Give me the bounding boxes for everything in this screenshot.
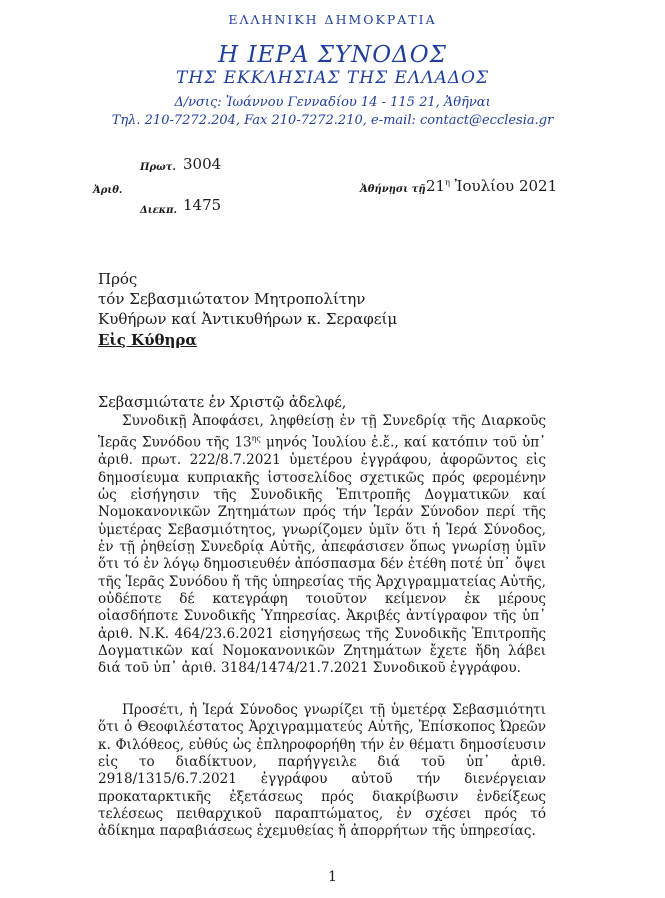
diekperaiosi-number: 1475	[183, 196, 222, 214]
paragraph-1-rest: μηνός Ἰουλίου ἐ.ἔ., καί κατόπιν τοῦ ὑπ᾽ ἀριθ. πρωτ. 222/8.7.2021 ὑμετέρου ἐγγράφου, ἀφορῶντος εἰς δημοσίευμα κυπριακῆς ἱστοσελίδος σχετικῶς πρός φερομένην ὡς εἰσήγησιν τῆς Συνοδικῆς Ἐπιτροπῆς Δογματικῶν καί Νομοκανονικῶν Ζητημάτων πρός τήν Ἱεράν Σύνοδον περί τῆς ὑμετέρας Σεβασμιότητος, γνωρίζομεν ὑμῖν ὅτι ἡ Ἱερά Σύνοδος, ἐν τῇ ῥηθείσῃ Συνεδρίᾳ Αὐτῆς, ἀπεφάσισεν ὅπως γνωρίσῃ ὑμῖν ὅτι τό ἐν λόγῳ δημοσιευθέν ἀπόσπασμα δέν ἐτέθη ποτέ ὑπ᾽ ὄψει τῆς Ἱερᾶς Συνόδου ἤ τῆς ὑπηρεσίας τῆς Ἀρχιγραμματείας Αὐτῆς, οὐδέποτε δέ κατεγράφη τοιοῦτον κείμενον ἐκ μέρους οἱασδήποτε Συνοδικῆς Ὑπηρεσίας. Ἀκριβές ἀντίγραφον τῆς ὑπ᾽ ἀριθ. Ν.Κ. 464/23.6.2021 εἰσηγήσεως τῆς Συνοδικῆς Ἐπιτροπῆς Δογματικῶν καί Νομοκανονικῶν Ζητημάτων ἔχετε ἤδη λάβει διά τοῦ ὑπ᾽ ἀριθ. 3184/1474/21.7.2021 Συνοδικοῦ ἐγγράφου.	[98, 434, 546, 677]
protocol-number: 3004	[183, 155, 222, 173]
salutation: Σεβασμιώτατε ἐν Χριστῷ ἀδελφέ,	[98, 395, 347, 411]
contact-line: Τηλ. 210-7272.204, Fax 210-7272.210, e-mail: contact@ecclesia.gr	[111, 113, 554, 128]
arithmos-label: Ἀριθ.	[93, 185, 123, 196]
recipient-line-1: Πρός	[98, 270, 138, 288]
diekperaiosi-label: Διεκπ.	[140, 205, 177, 216]
date-label: Ἀθήνῃσι τῇ	[360, 184, 426, 195]
recipient-line-3: Κυθήρων καί Ἀντικυθήρων κ. Σεραφείμ	[98, 310, 398, 328]
date-month-year: Ἰουλίου 2021	[454, 177, 558, 195]
paragraph-1-superscript: ης	[251, 434, 261, 444]
date-value	[426, 177, 557, 195]
paragraph-1	[98, 413, 546, 678]
date-day: 21	[426, 177, 446, 195]
synod-subtitle: ΤΗΣ ΕΚΚΛΗΣΙΑΣ ΤΗΣ ΕΛΛΑΔΟΣ	[176, 68, 489, 88]
recipient-destination: Εἰς Κύθηρα	[98, 331, 197, 349]
protocol-label: Πρωτ.	[140, 162, 176, 173]
page-number: 1	[328, 869, 337, 885]
paragraph-2	[98, 702, 546, 841]
republic-heading: ΕΛΛΗΝΙΚΗ ΔΗΜΟΚΡΑΤΙΑ	[228, 12, 437, 27]
recipient-line-2: τόν Σεβασμιώτατον Μητροπολίτην	[98, 290, 366, 308]
paragraph-1-start: Συνοδικῇ Ἀποφάσει, ληφθείσῃ ἐν τῇ Συνεδρίᾳ τῆς Διαρκοῦς Ἱερᾶς Συνόδου τῆς 13	[98, 413, 546, 451]
date-day-suffix: η	[445, 178, 450, 187]
address-line: Δ/νσις: Ἰωάννου Γενναδίου 14 - 115 21, Ἀθῆναι	[174, 95, 491, 110]
synod-title: Η ΙΕΡΑ ΣΥΝΟΔΟΣ	[218, 42, 447, 68]
paragraph-2-text: Προσέτι, ἡ Ἱερά Σύνοδος γνωρίζει τῇ ὑμετέρᾳ Σεβασμιότητι ὅτι ὁ Θεοφιλέστατος Ἀρχιγραμματεύς Αὐτῆς, Ἐπίσκοπος Ὠρεῶν κ. Φιλόθεος, εὐθύς ὡς ἐπληροφορήθη τήν ἐν θέματι δημοσίευσιν εἰς το διαδίκτυον, παρήγγειλε διά τοῦ ὑπ᾽ ἀριθ. 2918/1315/6.7.2021 ἐγγράφου αὐτοῦ τήν διενέργειαν προκαταρκτικῆς ἐξετάσεως πρός διακρίβωσιν ἐνδείξεως τελέσεως πειθαρχικοῦ παραπτώματος, ἐν σχέσει πρός τό ἀδίκημα παραβιάσεως ἐχεμυθείας ἤ ἀπορρήτων τῆς ὑπηρεσίας.	[98, 702, 546, 840]
